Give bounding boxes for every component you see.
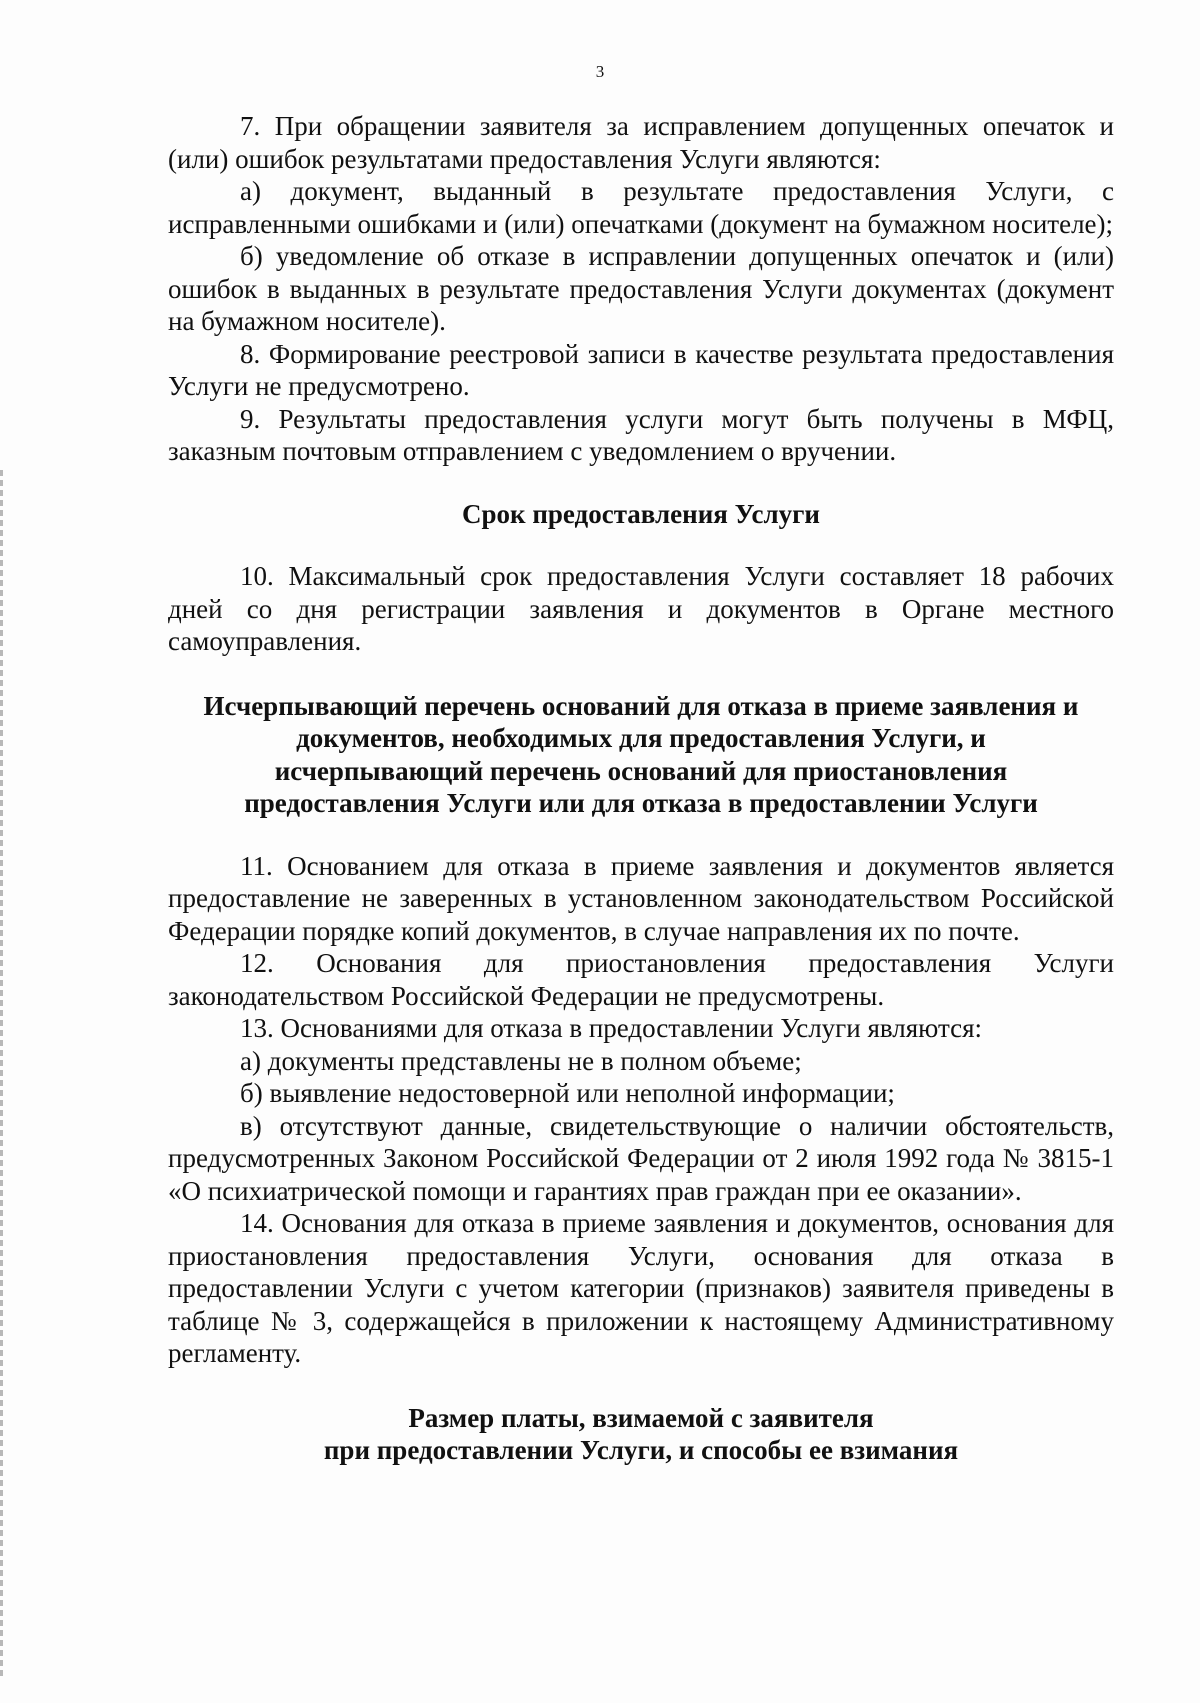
heading-fee bbox=[168, 1402, 1114, 1467]
paragraph-9: 9. Результаты предоставления услуги могут быть получены в МФЦ, заказным почтовым отправлением с уведомлением о вручении. bbox=[168, 403, 1114, 466]
paragraph-10: 10. Максимальный срок предоставления Услуги составляет 18 рабочих дней со дня регистрации заявления и документов в Органе местного самоуправления. bbox=[168, 561, 1114, 656]
paragraph-13c: в) отсутствуют данные, свидетельствующие о наличии обстоятельств, предусмотренных Законом Российской Федерации от 2 июля 1992 года № 3815-1 «О психиатрической помощи и гарантиях прав граждан при ее оказании». bbox=[168, 1110, 1114, 1206]
heading-grounds-line-2: документов, необходимых для предоставления Услуги, и bbox=[296, 723, 986, 753]
heading-grounds-line-3: исчерпывающий перечень оснований для приостановления bbox=[274, 755, 1008, 786]
paragraph-7: 7. При обращении заявителя за исправлением допущенных опечаток и (или) ошибок результатами предоставления Услуги являются: bbox=[168, 111, 1114, 174]
heading-grounds-line-4: предоставления Услуги или для отказа в предоставлении Услуги bbox=[244, 788, 1038, 818]
document-body bbox=[168, 110, 1114, 1467]
page-number: 3 bbox=[595, 62, 605, 81]
paragraph-11: 11. Основанием для отказа в приеме заявления и документов является предоставление не заверенных в установленном законодательством Российской Федерации порядке копий документов, в случае направления их по почте. bbox=[168, 850, 1114, 946]
paragraph-12: 12. Основания для приостановления предоставления Услуги законодательством Российской Федерации не предусмотрены. bbox=[168, 948, 1114, 1011]
heading-fee-line-1: Размер платы, взимаемой с заявителя bbox=[408, 1402, 874, 1433]
paragraph-7a: а) документ, выданный в результате предоставления Услуги, с исправленными ошибками и (или) опечатками (документ на бумажном носителе); bbox=[168, 176, 1114, 239]
paragraph-14: 14. Основания для отказа в приеме заявления и документов, основания для приостановления предоставления Услуги, основания для отказа в предоставлении Услуги с учетом категории (признаков) заявителя приведены в таблице № 3, содержащейся в приложении к настоящему Административному регламенту. bbox=[168, 1208, 1114, 1368]
paragraph-13a: а) документы представлены не в полном объеме; bbox=[240, 1045, 802, 1076]
paragraph-13: 13. Основаниями для отказа в предоставлении Услуги являются: bbox=[240, 1013, 983, 1043]
scan-edge-artifact bbox=[0, 470, 3, 1680]
paragraph-13b: б) выявление недостоверной или неполной информации; bbox=[240, 1078, 895, 1108]
paragraph-8: 8. Формирование реестровой записи в качестве результата предоставления Услуги не предусмотрено. bbox=[168, 338, 1114, 401]
heading-grounds bbox=[168, 690, 1114, 820]
heading-term: Срок предоставления Услуги bbox=[462, 498, 820, 529]
heading-grounds-line-1: Исчерпывающий перечень оснований для отказа в приеме заявления и bbox=[203, 690, 1079, 721]
paragraph-7b: б) уведомление об отказе в исправлении допущенных опечаток и (или) ошибок в выданных в результате предоставления Услуги документах (документ на бумажном носителе). bbox=[168, 241, 1114, 336]
heading-fee-line-2: при предоставлении Услуги, и способы ее взимания bbox=[323, 1435, 959, 1465]
